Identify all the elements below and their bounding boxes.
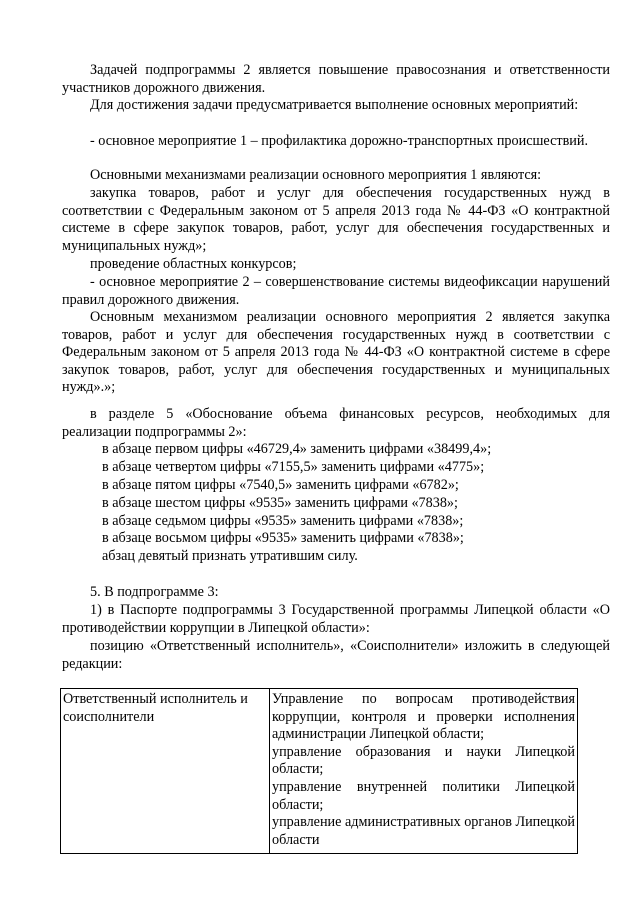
paragraph-11: в абзаце четвертом цифры «7155,5» заменить цифрами «4775»;: [102, 459, 485, 475]
paragraph-7: - основное мероприятие 2 – совершенствование системы видеофиксации нарушений правил дорожного движения.: [62, 274, 610, 308]
table-cell-value: [270, 689, 578, 854]
table-cell-label: Ответственный исполнитель и соисполнители: [61, 689, 270, 854]
paragraph-13: в абзаце шестом цифры «9535» заменить цифрами «7838»;: [102, 495, 458, 511]
executor-item: управление образования и науки Липецкой области;: [272, 743, 575, 778]
paragraph-18: 1) в Паспорте подпрограммы 3 Государственной программы Липецкой области «О противодействии коррупции в Липецкой области»:: [62, 602, 610, 636]
paragraph-10: в абзаце первом цифры «46729,4» заменить цифрами «38499,4»;: [102, 441, 492, 457]
executor-item: Управление по вопросам противодействия коррупции, контроля и проверки исполнения администрации Липецкой области;: [272, 691, 575, 743]
paragraph-4: Основными механизмами реализации основного мероприятия 1 являются:: [90, 167, 542, 183]
paragraph-8: Основным механизмом реализации основного мероприятия 2 является закупка товаров, работ и услуг для обеспечения государственных нужд в соответствии с Федеральным законом от 5 апреля 2013 года № 44-ФЗ «О контрактной системе в сфере закупок товаров, работ, услуг для обеспечения государственных и муниципальных нужд».»;: [62, 309, 610, 396]
paragraph-15: в абзаце восьмом цифры «9535» заменить цифрами «7838»;: [102, 530, 464, 546]
paragraph-2: Для достижения задачи предусматривается выполнение основных мероприятий:: [90, 97, 579, 113]
paragraph-5: закупка товаров, работ и услуг для обеспечения государственных нужд в соответствии с Федеральным законом от 5 апреля 2013 года № 44-ФЗ «О контрактной системе в сфере закупок товаров, работ, услуг для обеспечения государственных и муниципальных нужд»;: [62, 185, 610, 254]
paragraph-16: абзац девятый признать утратившим силу.: [102, 548, 358, 564]
paragraph-1: Задачей подпрограммы 2 является повышение правосознания и ответственности участников дорожного движения.: [62, 62, 610, 96]
executor-item: управление административных органов Липецкой области: [272, 814, 576, 848]
executors-table: [60, 688, 578, 854]
paragraph-9: в разделе 5 «Обоснование объема финансовых ресурсов, необходимых для реализации подпрограммы 2»:: [62, 406, 610, 440]
paragraph-3: - основное мероприятие 1 – профилактика дорожно-транспортных происшествий.: [90, 133, 588, 149]
paragraph-17: 5. В подпрограмме 3:: [90, 584, 219, 600]
table-row: [61, 689, 578, 854]
paragraph-14: в абзаце седьмом цифры «9535» заменить цифрами «7838»;: [102, 513, 464, 529]
executor-item: управление внутренней политики Липецкой области;: [272, 778, 575, 813]
paragraph-12: в абзаце пятом цифры «7540,5» заменить цифрами «6782»;: [102, 477, 459, 493]
paragraph-19: позицию «Ответственный исполнитель», «Соисполнители» изложить в следующей редакции:: [62, 638, 610, 672]
paragraph-6: проведение областных конкурсов;: [90, 256, 297, 272]
